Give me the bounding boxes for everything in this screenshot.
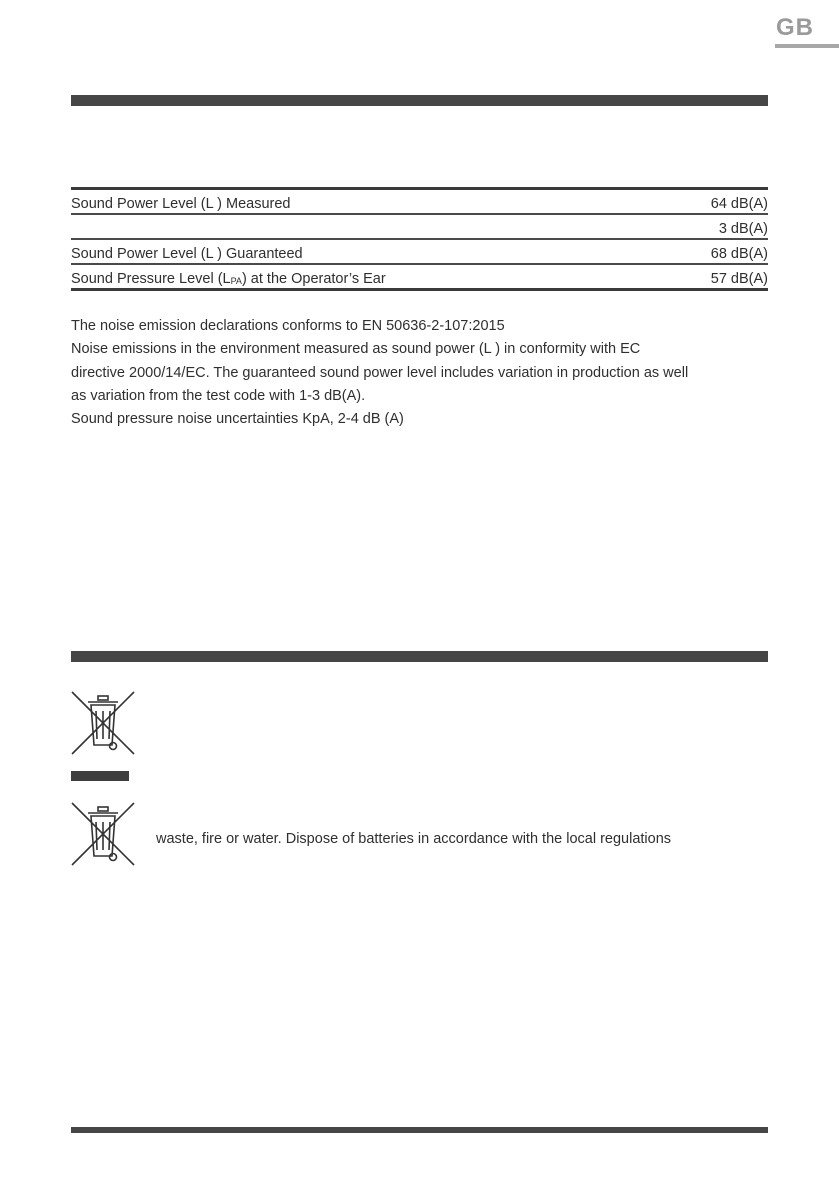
table-row [71,240,768,265]
text-line: directive 2000/14/EC. The guaranteed sound power level includes variation in production as well [71,364,689,381]
row-value: 3 dB(A) [718,221,768,237]
noise-declaration-text [71,315,768,431]
text-line: as variation from the test code with 1-3 dB(A). [71,387,366,404]
noise-data-table [71,187,768,291]
section-header-bar-noise [71,95,768,106]
separately-collected-bar [71,771,129,781]
table-row [71,215,768,240]
text-line: Sound pressure noise uncertainties KpA, 2-4 dB (A) [71,411,404,428]
row-label-end: ) at the Operator’s Ear [241,271,386,287]
battery-disposal-text: waste, fire or water. Dispose of batteries in accordance with the local regulations [156,831,672,847]
row-label [71,271,386,287]
crossed-out-wheelie-bin-icon [69,689,137,757]
row-label: Sound Power Level (L ) Guaranteed [71,246,303,262]
section-header-bar-disposal [71,651,768,662]
row-label: Sound Power Level (L ) Measured [71,196,291,212]
row-label-start: Sound Pressure Level (L [71,271,231,287]
language-tag-underline [775,44,839,48]
language-tag: GB [776,14,814,41]
row-value: 68 dB(A) [710,246,768,262]
row-value: 64 dB(A) [710,196,768,212]
text-line: Noise emissions in the environment measured as sound power (L ) in conformity with EC [71,341,641,358]
page-bottom-rule [71,1127,768,1133]
row-value: 57 dB(A) [710,271,768,287]
row-label-subscript: PA [230,276,242,286]
table-row [71,190,768,215]
table-row [71,265,768,291]
text-line: The noise emission declarations conforms to EN 50636-2-107:2015 [71,318,505,334]
crossed-out-battery-bin-icon [69,800,137,868]
